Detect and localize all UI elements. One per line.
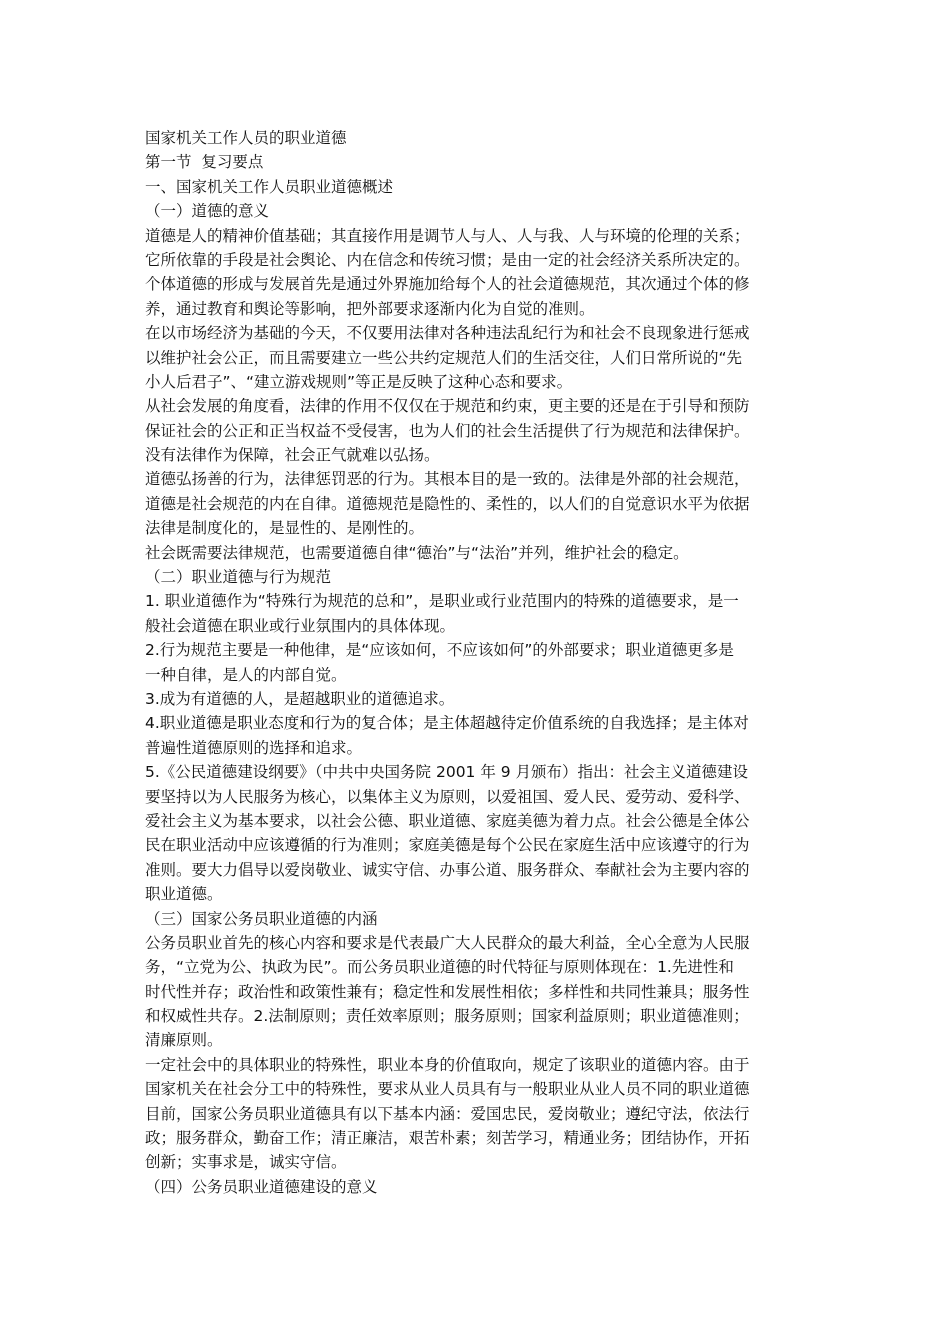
item-heading: （一）道德的意义 (145, 202, 270, 221)
text-line: 它所依靠的手段是社会舆论、内在信念和传统习惯；是由一定的社会经济关系所决定的。 (145, 250, 750, 269)
text-line: 目前，国家公务员职业道德具有以下基本内涵：爱国忠民，爱岗敬业；遵纪守法，依法行 (145, 1104, 750, 1123)
text-line: 没有法律作为保障，社会正气就难以弘扬。 (145, 446, 440, 465)
subsection-heading: 一、国家机关工作人员职业道德概述 (145, 177, 394, 196)
text-line: 普遍性道德原则的选择和追求。 (145, 738, 363, 757)
text-line: 社会既需要法律规范，也需要道德自律“德治”与“法治”并列，维护社会的稳定。 (145, 543, 689, 562)
text-line: 以维护社会公正，而且需要建立一些公共约定规范人们的生活交往，人们日常所说的“先 (145, 348, 743, 367)
text-line: 道德是人的精神价值基础；其直接作用是调节人与人、人与我、人与环境的伦理的关系； (145, 226, 750, 245)
text-line: 一定社会中的具体职业的特殊性，职业本身的价值取向，规定了该职业的道德内容。由于 (145, 1055, 750, 1074)
text-line: 4.职业道德是职业态度和行为的复合体；是主体超越待定价值系统的自我选择；是主体对 (145, 714, 749, 733)
text-line: 保证社会的公正和正当权益不受侵害，也为人们的社会生活提供了行为规范和法律保护。 (145, 421, 750, 440)
item-heading: （四）公务员职业道德建设的意义 (145, 1177, 378, 1196)
text-line: 国家机关在社会分工中的特殊性，要求从业人员具有与一般职业从业人员不同的职业道德 (145, 1080, 750, 1099)
text-line: 个体道德的形成与发展首先是通过外界施加给每个人的社会道德规范，其次通过个体的修 (145, 275, 750, 294)
text-line: 道德弘扬善的行为，法律惩罚恶的行为。其根本目的是一致的。法律是外部的社会规范， (145, 470, 750, 489)
text-line: 从社会发展的角度看，法律的作用不仅仅在于规范和约束，更主要的还是在于引导和预防 (145, 397, 750, 416)
item-heading: （三）国家公务员职业道德的内涵 (145, 909, 378, 928)
text-line: 和权威性共存。2.法制原则；责任效率原则；服务原则；国家利益原则；职业道德准则； (145, 1007, 749, 1026)
text-line: 爱社会主义为基本要求，以社会公德、职业道德、家庭美德为着力点。社会公德是全体公 (145, 811, 750, 830)
text-line: 3.成为有道德的人，是超越职业的道德追求。 (145, 689, 455, 708)
document-body (145, 126, 815, 1199)
text-line: 2.行为规范主要是一种他律，是“应该如何，不应该如何”的外部要求；职业道德更多是 (145, 641, 734, 660)
text-line: 养，通过教育和舆论等影响，把外部要求逐渐内化为自觉的准则。 (145, 299, 595, 318)
text-line: 1. 职业道德作为“特殊行为规范的总和”，是职业或行业范围内的特殊的道德要求，是一 (145, 592, 739, 611)
text-line: 小人后君子”、“建立游戏规则”等正是反映了这种心态和要求。 (145, 372, 573, 391)
text-line: 职业道德。 (145, 885, 223, 904)
text-line: 5.《公民道德建设纲要》（中共中央国务院 2001 年 9 月颁布）指出：社会主义道德建设 (145, 763, 749, 782)
section-heading: 第一节 复习要点 (145, 153, 264, 172)
text-line: 要坚持以为人民服务为核心，以集体主义为原则，以爱祖国、爱人民、爱劳动、爱科学、 (145, 787, 750, 806)
text-line: 准则。要大力倡导以爱岗敬业、诚实守信、办事公道、服务群众、奉献社会为主要内容的 (145, 860, 750, 879)
text-line: 清廉原则。 (145, 1031, 223, 1050)
text-line: 一种自律，是人的内部自觉。 (145, 665, 347, 684)
item-heading: （二）职业道德与行为规范 (145, 568, 332, 587)
text-line: 政；服务群众，勤奋工作；清正廉洁，艰苦朴素；刻苦学习，精通业务；团结协作，开拓 (145, 1129, 750, 1148)
document-title: 国家机关工作人员的职业道德 (145, 129, 347, 147)
text-line: 在以市场经济为基础的今天，不仅要用法律对各种违法乱纪行为和社会不良现象进行惩戒 (145, 324, 750, 343)
text-line: 务，“立党为公、执政为民”。而公务员职业道德的时代特征与原则体现在：1.先进性和 (145, 958, 734, 977)
text-line: 时代性并存；政治性和政策性兼有；稳定性和发展性相依；多样性和共同性兼具；服务性 (145, 982, 750, 1001)
text-line: 道德是社会规范的内在自律。道德规范是隐性的、柔性的，以人们的自觉意识水平为依据 (145, 494, 750, 513)
text-line: 般社会道德在职业或行业氛围内的具体体现。 (145, 616, 456, 635)
text-line: 民在职业活动中应该遵循的行为准则；家庭美德是每个公民在家庭生活中应该遵守的行为 (145, 836, 750, 855)
text-line: 公务员职业首先的核心内容和要求是代表最广大人民群众的最大利益，全心全意为人民服 (145, 933, 750, 952)
text-line: 创新；实事求是，诚实守信。 (145, 1153, 347, 1172)
text-line: 法律是制度化的，是显性的、是刚性的。 (145, 519, 425, 538)
